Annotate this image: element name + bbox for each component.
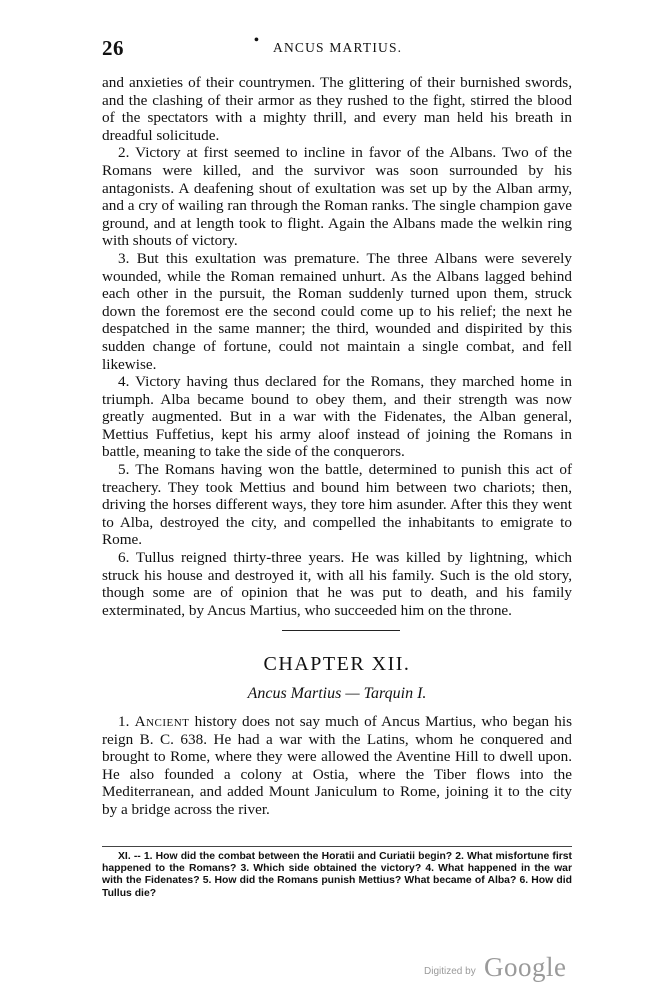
page-header [102,33,572,60]
opening-word: Ancient [134,713,190,730]
paragraph-6: 6. Tullus reigned thirty-three years. He was killed by lightning, which struck his house and destroyed it, with all his family. Such is the old story, though some are of opinion that he was put to death, and his family exterminated, by Ancus Martius, who succeeded him on the throne. [102,549,572,619]
chapter-subtitle: Ancus Martius — Tarquin I. [247,685,427,702]
page-number: 26 [102,36,124,60]
running-title: ANCUS MARTIUS. [273,40,403,55]
footnote-questions [102,851,572,900]
paragraph-4: 4. Victory having thus declared for the Romans, they marched home in triumph. Alba became bound to obey them, and their strength was now greatly augmented. But in a war with the Fidenates, the Alban general, Mettius Fuffetius, kept his army aloof instead of joining the Romans in battle, meaning to take the side of the conquerors. [102,373,572,461]
paragraph-text: history does not say much of Ancus Martius, who began his reign B. C. 638. He had a war with the Latins, whom he conquered and brought to Rome, where they were allowed the Aventine Hill to dwell upon. He also founded a colony at Ostia, where the Tiber flows into the Mediterranean, and added Mount Janiculum to Rome, joining it to the city by a bridge across the river. [102,713,572,818]
paragraph-5: 5. The Romans having won the battle, determined to punish this act of treachery. They took Mettius and bound him between two chariots; then, driving the horses different ways, they tore him asunder. After this they went to Alba, destroyed the city, and compelled the inhabitants to emigrate to Rome. [102,461,572,549]
digitized-label: Digitized by [424,966,476,977]
chapter-body [102,713,572,819]
chapter-title: CHAPTER XII. [263,653,411,675]
google-logo: Google [484,952,567,982]
footnote-text: XI. -- 1. How did the combat between the Horatii and Curiatii begin? 2. What misfortune first happened to the Romans? 3. Which side obtained the victory? 4. What happened in the war with the Fidenates? 5. How did the Romans punish Mettius? What became of Alba? 6. How did Tullus die? [102,851,572,899]
footnote-divider [102,846,572,847]
paragraph-3: 3. But this exultation was premature. The three Albans were severely wounded, while the Roman remained unhurt. As the Albans lagged behind each other in the pursuit, the Roman suddenly turned upon them, struck down the foremost ere the second could come up to his relief; the next he despatched in the same manner; the third, wounded and dispirited by this sudden change of fortune, could not maintain a single combat, and fell likewise. [102,249,572,373]
body-text [102,74,572,619]
ornament-mark: • [254,33,259,48]
paragraph-number: 1. [118,713,130,730]
paragraph-2: 2. Victory at first seemed to incline in favor of the Albans. Two of the Romans were killed, and the survivor was soon surrounded by his antagonists. A deafening shout of exultation was set up by the Alban army, and a cry of wailing ran through the Roman ranks. The single champion gave ground, and at length took to flight. Again the Albans made the welkin ring with shouts of victory. [102,144,572,250]
chapter-paragraph-1 [102,713,572,819]
paragraph-continued: and anxieties of their countrymen. The glittering of their burnished swords, and the clashing of their armor as they rushed to the fight, stirred the blood of the spectators with a mighty thrill, and every man held his breath in dreadful solicitude. [102,74,572,144]
section-divider [282,630,400,631]
